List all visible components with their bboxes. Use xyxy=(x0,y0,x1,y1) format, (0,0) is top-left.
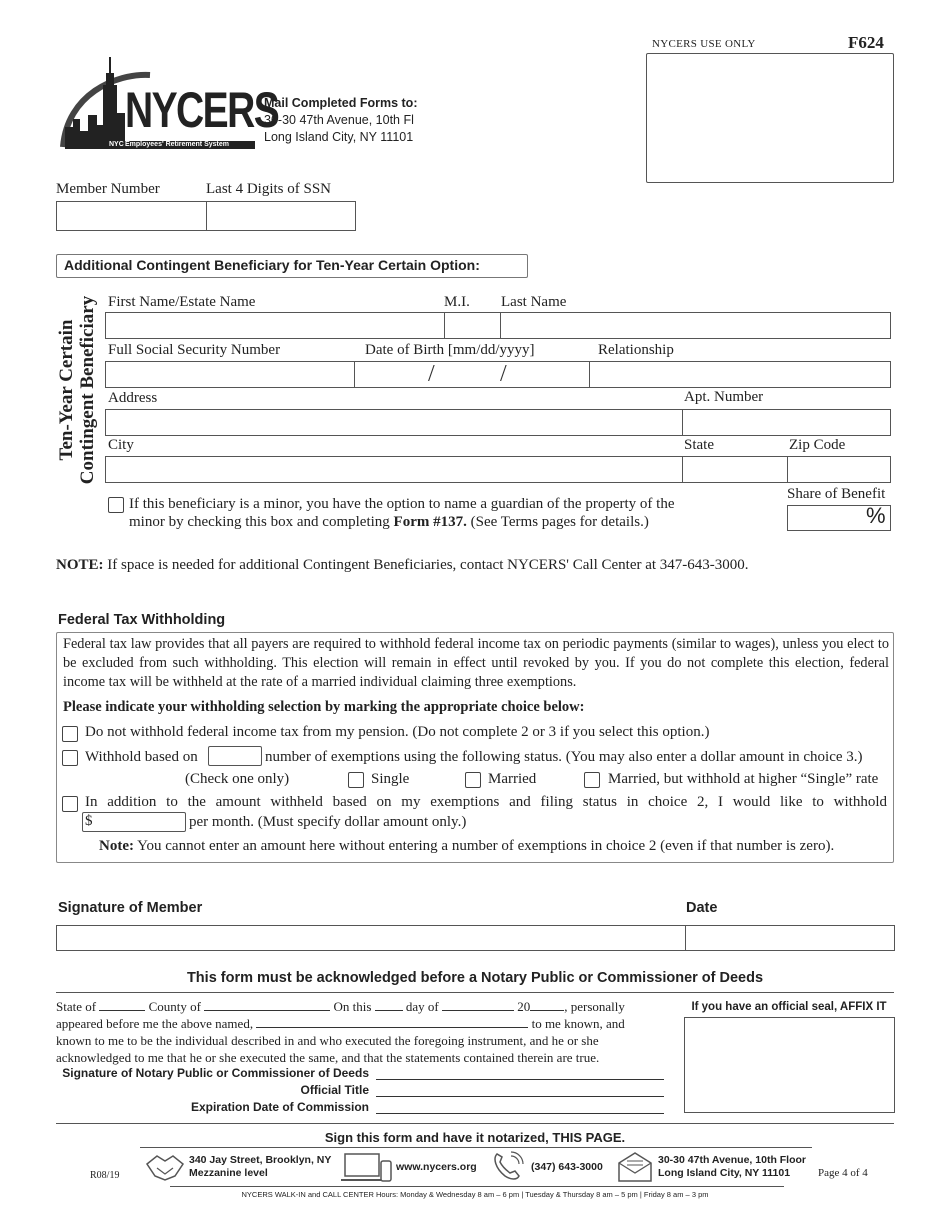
dollar-amount-input[interactable] xyxy=(82,812,186,832)
ssn-last4-input[interactable] xyxy=(206,201,356,231)
married-checkbox[interactable] xyxy=(465,772,481,788)
date-input[interactable] xyxy=(685,925,895,951)
tax-intro-text: Federal tax law provides that all payers are required to withhold federal income tax on periodic payments (similar to wages), unless you elect to be excluded from such withholding. This election will remain in effect until revoked by you. If you do not complete this election, federal income tax will be withheld at the rate of a married individual claiming three exemptions. xyxy=(63,636,889,690)
minor-text-line-2: minor by checking this box and completing Form #137. (See Terms pages for details.) xyxy=(129,514,649,530)
full-ssn-input[interactable] xyxy=(105,361,355,388)
side-label-line-1: Ten-Year Certain xyxy=(56,319,77,461)
tax-option-3-text: In addition to the amount withheld based on my exemptions and filing status in choice 2, I would like to withhold xyxy=(85,794,887,810)
notary-divider xyxy=(56,992,894,993)
notary-signature-line[interactable] xyxy=(376,1079,664,1080)
dollar-sign: $ xyxy=(85,813,93,829)
dob-slash-2: / xyxy=(500,361,507,387)
apt-number-input[interactable] xyxy=(682,409,891,436)
state-label: State xyxy=(684,437,714,453)
mi-label: M.I. xyxy=(444,294,470,310)
phone-number[interactable]: (347) 643-3000 xyxy=(531,1161,603,1173)
member-number-label: Member Number xyxy=(56,181,160,197)
footer-divider xyxy=(56,1123,894,1124)
married-label: Married xyxy=(488,771,537,787)
first-name-label: First Name/Estate Name xyxy=(108,294,256,310)
mail-envelope-icon xyxy=(617,1151,653,1188)
city-input[interactable] xyxy=(105,456,683,483)
mail-heading: Mail Completed Forms to: xyxy=(264,96,418,110)
tax-option-2-prefix: Withhold based on xyxy=(85,749,198,765)
notary-heading: This form must be acknowledged before a Notary Public or Commissioner of Deeds xyxy=(186,970,764,986)
page-number: Page 4 of 4 xyxy=(818,1167,868,1179)
last-name-label: Last Name xyxy=(501,294,567,310)
zip-code-label: Zip Code xyxy=(789,437,846,453)
city-label: City xyxy=(108,437,134,453)
tax-option-2-checkbox[interactable] xyxy=(62,750,78,766)
contingent-note: NOTE: If space is needed for additional Contingent Beneficiaries, contact NYCERS' Call Center at 347-643-3000. xyxy=(56,557,749,573)
logo-wordmark: NYCERS xyxy=(125,82,279,138)
walk-in-address: 340 Jay Street, Brooklyn, NY Mezzanine level xyxy=(189,1154,332,1179)
dob-input[interactable] xyxy=(354,361,590,388)
tax-instruction: Please indicate your withholding selection by marking the appropriate choice below: xyxy=(63,699,585,715)
tax-option-1-checkbox[interactable] xyxy=(62,726,78,742)
exemptions-input[interactable] xyxy=(208,746,262,766)
ssn-last4-label: Last 4 Digits of SSN xyxy=(206,181,332,197)
footer-top-rule xyxy=(140,1147,812,1148)
mail-line-2: Long Island City, NY 11101 xyxy=(264,130,414,144)
logo-nyc-tag: NYC xyxy=(109,141,124,148)
minor-text-line-1: If this beneficiary is a minor, you have the option to name a guardian of the property of the xyxy=(129,496,675,512)
footer-bottom-rule xyxy=(170,1186,784,1187)
married-higher-single-label: Married, but withhold at higher “Single” rate xyxy=(608,771,879,787)
revision-code: R08/19 xyxy=(90,1170,120,1181)
dob-slash-1: / xyxy=(428,361,435,387)
full-ssn-label: Full Social Security Number xyxy=(108,342,281,358)
dob-label: Date of Birth [mm/dd/yyyy] xyxy=(365,342,535,358)
tax-option-1-text: Do not withhold federal income tax from my pension. (Do not complete 2 or 3 if you select this option.) xyxy=(85,724,710,740)
side-label-line-2: Contingent Beneficiary xyxy=(77,295,98,485)
signature-input[interactable] xyxy=(56,925,686,951)
per-month-text: per month. (Must specify dollar amount only.) xyxy=(189,814,467,830)
seal-box xyxy=(684,1017,895,1113)
apt-number-label: Apt. Number xyxy=(684,389,764,405)
official-title-line[interactable] xyxy=(376,1096,664,1097)
official-title-label: Official Title xyxy=(300,1083,369,1097)
address-input[interactable] xyxy=(105,409,683,436)
logo-subtitle: Employees' Retirement System xyxy=(125,141,229,148)
devices-icon xyxy=(341,1151,393,1190)
form-code: F624 xyxy=(848,33,884,52)
date-label: Date xyxy=(686,900,718,916)
relationship-input[interactable] xyxy=(589,361,891,388)
mail-line-1: 30-30 47th Avenue, 10th Fl xyxy=(264,113,414,127)
tax-note: Note: You cannot enter an amount here without entering a number of exemptions in choice 2 (even if that number is zero). xyxy=(99,838,835,854)
notary-body: State of County of On this day of 20 , personally appeared before me the above named, to me known, and known to me to be the individual described in and who executed the foregoing instrument, and he or she acknowledged to me that he or she executed the same, and that the statements contained therein are true. xyxy=(56,999,625,1065)
last-name-input[interactable] xyxy=(500,312,891,339)
first-name-input[interactable] xyxy=(105,312,445,339)
sign-notarize-line: Sign this form and have it notarized, THIS PAGE. xyxy=(324,1130,626,1145)
address-label: Address xyxy=(108,390,158,406)
single-checkbox[interactable] xyxy=(348,772,364,788)
signature-label: Signature of Member xyxy=(58,900,203,916)
state-input[interactable] xyxy=(682,456,788,483)
website-link[interactable]: www.nycers.org xyxy=(396,1161,477,1173)
single-label: Single xyxy=(371,771,410,787)
mailing-address: 30-30 47th Avenue, 10th Floor Long Island City, NY 11101 xyxy=(658,1154,807,1179)
check-one-only: (Check one only) xyxy=(185,771,290,787)
office-hours: NYCERS WALK-IN and CALL CENTER Hours: Monday & Wednesday 8 am – 6 pm | Tuesday & Thursday 8 am – 5 pm | Friday 8 am – 3 pm xyxy=(241,1190,709,1199)
nycers-use-only-box xyxy=(646,53,894,183)
notary-signature-label: Signature of Notary Public or Commissioner of Deeds xyxy=(62,1066,369,1080)
expiration-date-label: Expiration Date of Commission xyxy=(190,1100,369,1114)
phone-icon xyxy=(491,1150,525,1187)
tax-option-3-checkbox[interactable] xyxy=(62,796,78,812)
share-of-benefit-label: Share of Benefit xyxy=(787,486,886,502)
zip-code-input[interactable] xyxy=(787,456,891,483)
beneficiary-side-label xyxy=(56,295,104,485)
married-higher-single-checkbox[interactable] xyxy=(584,772,600,788)
nycers-logo xyxy=(55,55,279,155)
member-number-input[interactable] xyxy=(56,201,207,231)
percent-sign: % xyxy=(866,503,886,528)
tax-option-2-suffix: number of exemptions using the following status. (You may also enter a dollar amount in choice 3.) xyxy=(265,749,863,765)
nycers-use-only-label: NYCERS USE ONLY xyxy=(652,38,756,50)
seal-label: If you have an official seal, AFFIX IT xyxy=(691,1001,887,1013)
relationship-label: Relationship xyxy=(598,342,674,358)
expiration-date-line[interactable] xyxy=(376,1113,664,1114)
mi-input[interactable] xyxy=(444,312,501,339)
handshake-icon xyxy=(145,1152,185,1187)
beneficiary-section-title: Additional Contingent Beneficiary for Ten-Year Certain Option: xyxy=(56,254,528,278)
minor-guardian-checkbox[interactable] xyxy=(108,497,124,513)
tax-section-title: Federal Tax Withholding xyxy=(58,612,226,628)
